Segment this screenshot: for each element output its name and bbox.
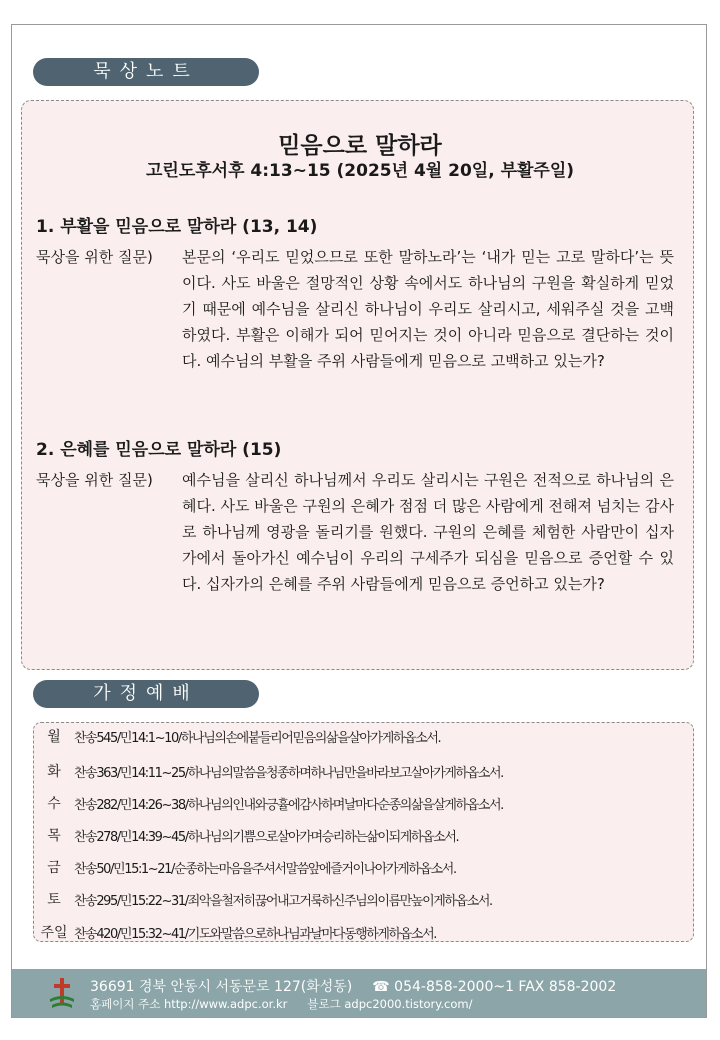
footer-contact <box>90 976 616 996</box>
point-2-question: 예수님을 살리신 하나님께서 우리도 살리시는 구원은 전적으로 하나님의 은혜다. 사도 바울은 구원의 은혜가 점점 더 많은 사람에게 전해져 넘치는 감사로 하나님께 영광을 돌리기를 원했다. 구원의 은혜를 체험한 사람만이 십자가에서 돌아가신 예수님이 우리의 구세주가 되심을 믿음으로 증언할 수 있다. 십자가의 은혜를 주위 사람들에게 믿음으로 증언하고 있는가? <box>182 471 674 593</box>
worship-row <box>36 724 440 748</box>
church-logo-icon <box>48 977 76 1011</box>
worship-text: 찬송545/민14:1~10/하나님의손에붙들리어믿음의삶을살아가게하옵소서. <box>74 730 441 746</box>
homepage-link[interactable]: 홈페이지 주소 http://www.adpc.or.kr <box>90 997 288 1011</box>
worship-day: 주일 <box>40 925 68 941</box>
point-1-heading: 1. 부활을 믿음으로 말하라 (13, 14) <box>36 217 318 237</box>
point-1-question: 본문의 ‘우리도 믿었으므로 또한 말하노라’는 ‘내가 믿는 고로 말하다’는 뜻이다. 사도 바울은 절망적인 상황 속에서도 하나님의 구원을 확실하게 믿었기 때문에 예수님을 살리신 하나님이 우리도 살리시고, 세워주실 것을 고백하였다. 부활은 이해가 되어 믿어지는 것이 아니라 믿음으로 결단하는 것이다. 예수님의 부활을 주위 사람들에게 믿음으로 고백하고 있는가? <box>182 248 674 370</box>
footer-phone: ☎ 054-858-2000~1 FAX 858-2002 <box>372 979 617 995</box>
point-1-question-label: 묵상을 위한 질문) <box>36 248 153 266</box>
worship-row <box>36 887 492 911</box>
worship-text: 찬송278/민14:39~45/하나님의기쁨으로살아가며승리하는삶이되게하옵소서. <box>74 829 459 845</box>
point-2-heading: 2. 은혜를 믿음으로 말하라 (15) <box>36 440 282 460</box>
footer-links <box>90 996 473 1012</box>
worship-row <box>36 855 456 879</box>
worship-day: 목 <box>47 828 61 844</box>
worship-row <box>36 791 503 815</box>
worship-day: 금 <box>47 860 61 876</box>
sermon-title: 믿음으로 말하라 <box>278 133 442 159</box>
worship-text: 찬송295/민15:22~31/죄악을철저히끊어내고거룩하신주님의이름만높이게하옵소서. <box>74 893 492 909</box>
worship-day: 화 <box>47 764 61 780</box>
worship-day: 토 <box>47 892 61 908</box>
footer-address: 36691 경북 안동시 서동문로 127(화성동) <box>90 979 353 995</box>
worship-row <box>36 759 503 783</box>
meditation-section-title: 묵상노트 <box>33 58 259 86</box>
worship-row <box>36 823 458 847</box>
blog-link[interactable]: 블로그 adpc2000.tistory.com/ <box>307 997 473 1011</box>
worship-day: 수 <box>47 796 61 812</box>
worship-text: 찬송282/민14:26~38/하나님의인내와긍휼에감사하며날마다순종의삶을살게하옵소서. <box>74 797 503 813</box>
worship-day: 월 <box>47 729 61 745</box>
worship-text: 찬송420/민15:32~41/기도와말씀으로하나님과날마다동행하게하옵소서. <box>74 926 436 942</box>
worship-text: 찬송363/민14:11~25/하나님의말씀을청종하며하나님만을바라보고살아가게하옵소서. <box>74 765 503 781</box>
sermon-reference: 고린도후서후 4:13~15 (2025년 4월 20일, 부활주일) <box>145 161 575 181</box>
worship-text: 찬송50/민15:1~21/순종하는마음을주셔서말씀앞에즐거이나아가게하옵소서. <box>74 861 456 877</box>
worship-row <box>36 920 436 944</box>
worship-section-title: 가정예배 <box>33 680 259 708</box>
point-2-question-label: 묵상을 위한 질문) <box>36 471 153 489</box>
